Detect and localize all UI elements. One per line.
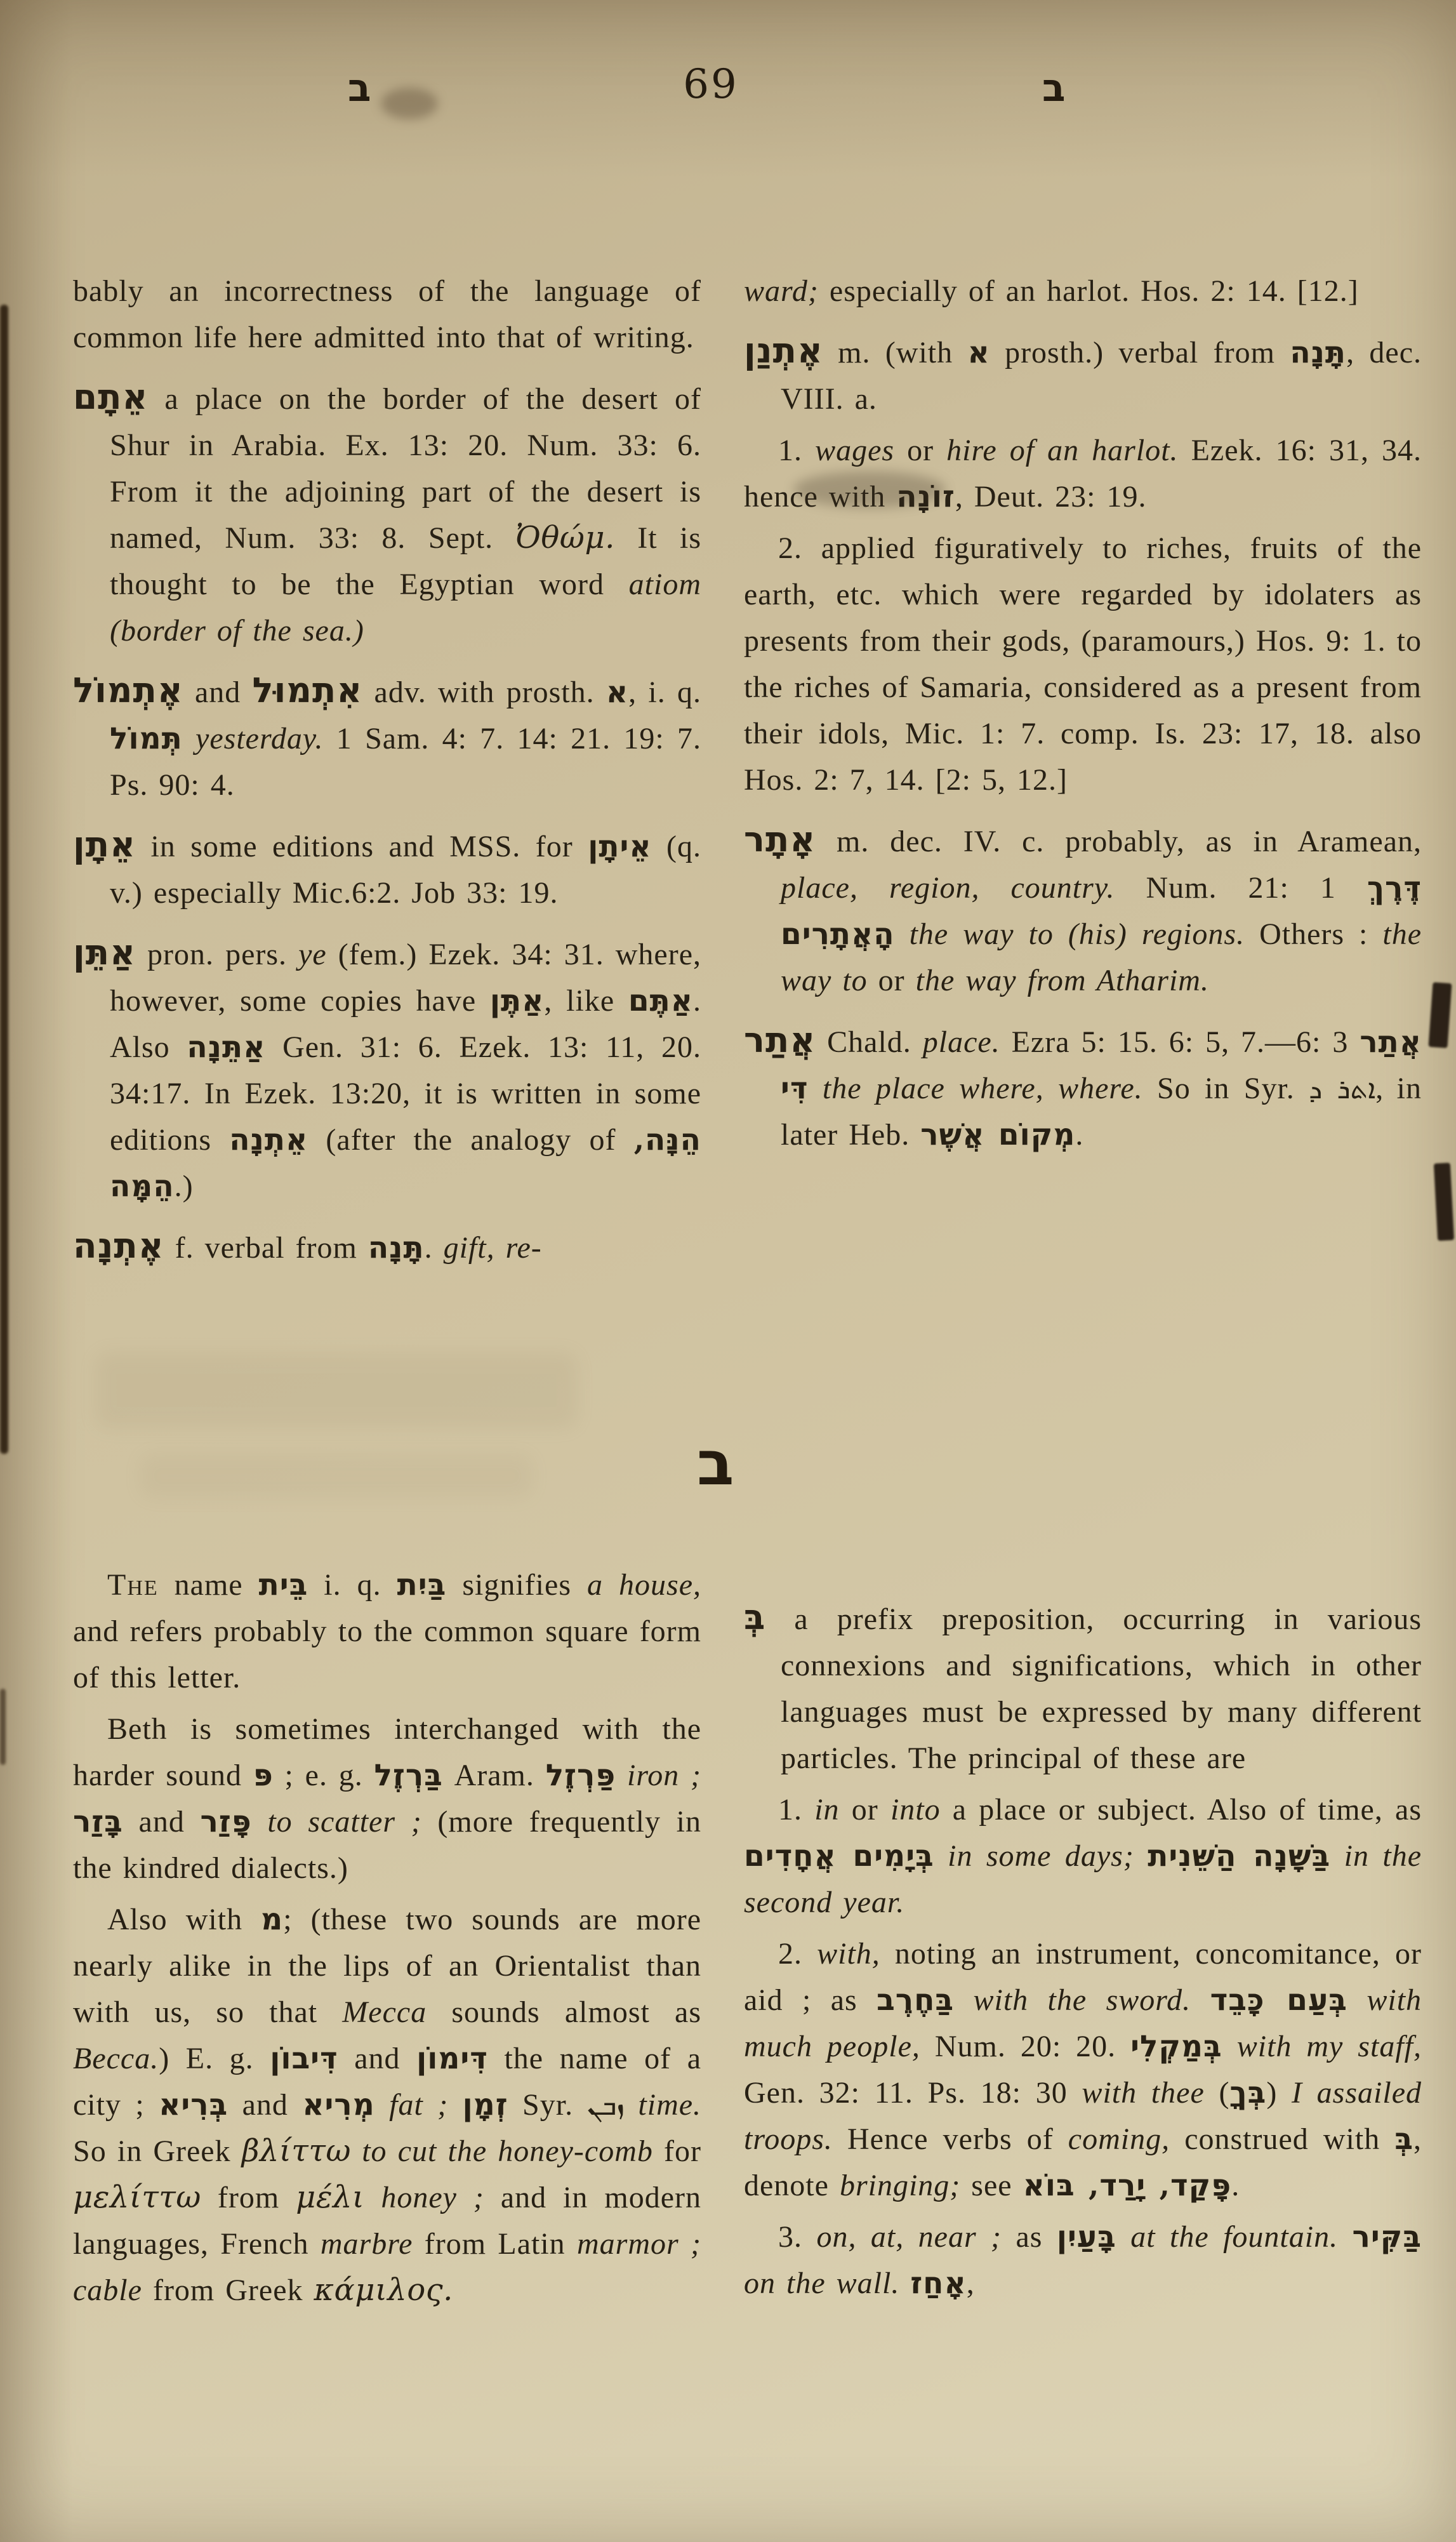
text-run: תָּנָה: [1290, 335, 1347, 370]
lexicon-entry: [73, 669, 701, 808]
text-run: תְּמוֹל: [110, 721, 183, 756]
text-run: Hence verbs of: [832, 2122, 1068, 2156]
text-run: and refers probably to the common square form of this letter.: [73, 1614, 701, 1694]
text-run: ; (these two sounds are more nearly alike in the lips of an Orientalist than with us, so that: [73, 1903, 702, 2029]
lexicon-entry: [744, 329, 1422, 422]
lexicon-entry: [744, 818, 1422, 1004]
text-run: marmor ;: [577, 2227, 701, 2261]
text-run: אָחַז: [910, 2266, 967, 2301]
text-run: construed with: [1170, 2122, 1395, 2156]
text-run: בַּקִּיר: [1352, 2219, 1422, 2254]
text-run: פָּזַר: [200, 1804, 252, 1839]
lexicon-entry: [73, 931, 701, 1209]
paragraph: [73, 268, 701, 361]
text-run: Also with: [107, 1903, 261, 1936]
text-run: Num. 21: 1: [1115, 871, 1367, 905]
text-run: א: [967, 335, 990, 370]
text-run: f. verbal from: [164, 1231, 368, 1265]
text-run: the way to (his) regions.: [909, 917, 1245, 951]
lexicon-entry: [73, 376, 701, 654]
text-run: a prefix preposition, occurring in various connexions and significations, which in other languages must be expressed by many different particles. The principal of these are: [765, 1602, 1422, 1775]
text-run: אֲתַר דִּי: [781, 1025, 1422, 1106]
lexicon-entry: [73, 1225, 701, 1271]
text-run: as: [1002, 2220, 1057, 2254]
text-run: and in modern languages, French: [73, 2181, 701, 2261]
text-run: βλίττω: [241, 2133, 352, 2169]
text-run: בְּעַם כָּבֵד: [1210, 1983, 1347, 2018]
binding-shadow-strip: [0, 305, 8, 1454]
text-run: (fem.) Ezek. 34: 31. where, however, some copies have: [110, 938, 701, 1018]
text-run: פַּרְזֶל: [545, 1758, 616, 1793]
text-run: time.: [638, 2088, 702, 2122]
text-run: on, at, near ;: [816, 2220, 1002, 2254]
text-run: or: [894, 434, 947, 467]
text-run: בְּרִיא: [159, 2087, 228, 2122]
text-run: ܐܬܪ ܕ: [1309, 1074, 1376, 1105]
text-run: m. dec. IV. c. probably, as in Aramean,: [816, 825, 1422, 858]
hebrew-headword: אֶתְנַן: [744, 330, 823, 371]
text-run: , in later Heb.: [781, 1072, 1422, 1152]
text-run: [1222, 2030, 1237, 2063]
text-run: at the fountain.: [1130, 2220, 1339, 2254]
text-run: The: [107, 1568, 159, 1602]
text-run: 3.: [778, 2220, 817, 2254]
text-run: i. q.: [308, 1568, 397, 1602]
text-run: the name of a city ;: [73, 2042, 702, 2122]
text-run: the way from Atharim.: [915, 964, 1209, 997]
text-run: .: [1231, 2169, 1240, 2202]
text-run: with my staff,: [1236, 2030, 1422, 2063]
text-run: cable: [73, 2273, 142, 2307]
text-run: 1.: [778, 434, 816, 467]
text-run: sounds almost as: [427, 1995, 702, 2029]
text-run: [616, 1759, 627, 1792]
text-run: (more frequently in the kindred dialects.): [73, 1805, 701, 1885]
text-run: a house,: [587, 1568, 701, 1602]
text-run: adv. with prosth.: [362, 675, 606, 709]
text-run: מְרִיא: [302, 2087, 375, 2122]
text-run: [1330, 1839, 1344, 1873]
text-run: and: [228, 2088, 303, 2122]
text-run: prosth.) verbal from: [989, 336, 1290, 369]
text-run: , Deut. 23: 19.: [955, 480, 1147, 514]
text-run: [954, 1983, 973, 2017]
text-run: the way to: [781, 917, 1422, 997]
text-run: in: [814, 1793, 840, 1827]
text-run: [375, 2088, 389, 2122]
lexicon-entry: [744, 1019, 1422, 1158]
paragraph: [73, 1896, 701, 2313]
text-run: Ezek. 16: 31, 34. hence with: [744, 434, 1422, 514]
text-run: a place or subject. Also of time, as: [940, 1793, 1422, 1827]
text-run: Ezra 5: 15. 6: 5, 7.—6: 3: [1000, 1025, 1360, 1059]
text-run: iron ;: [627, 1759, 702, 1792]
hebrew-headword: אֶתְמוֹל: [73, 670, 183, 710]
header-letter-right: ב: [1042, 66, 1066, 110]
text-run: honey ;: [381, 2181, 484, 2214]
text-run: אַתֶּן: [489, 983, 545, 1018]
text-run: Syr.: [508, 2088, 588, 2122]
text-run: yesterday.: [195, 722, 324, 755]
paragraph: [73, 1562, 701, 1701]
text-run: [625, 2088, 638, 2122]
text-run: , like: [544, 984, 628, 1018]
text-run: אַתֶּם: [628, 983, 694, 1018]
text-run: atiom: [628, 568, 701, 601]
text-run: μέλι: [296, 2179, 365, 2215]
text-run: ܙܒܢ: [587, 2090, 625, 2122]
text-run: זוֹנָה: [896, 479, 955, 514]
text-run: coming,: [1068, 2122, 1170, 2156]
text-run: Aram.: [442, 1759, 546, 1792]
text-run: אֵתְנָה: [229, 1122, 308, 1157]
text-run: and: [338, 2042, 417, 2075]
text-run: ward;: [744, 274, 819, 308]
text-run: see: [960, 2169, 1023, 2202]
hebrew-headword: אֲתַר: [744, 1020, 816, 1060]
text-run: It is thought to be the Egyptian word: [110, 521, 701, 601]
text-run: to scatter ;: [267, 1805, 422, 1839]
text-run: תָּנָה: [367, 1230, 425, 1265]
column-aleph-left: [73, 268, 701, 1271]
text-run: זְמָן: [462, 2087, 508, 2122]
ink-smudge-entry: [793, 471, 946, 508]
text-run: fat ;: [389, 2088, 449, 2122]
binding-shadow-strip-lower: [0, 1689, 6, 1765]
text-run: [1134, 1839, 1148, 1873]
text-run: Ὀθώμ.: [515, 520, 615, 556]
text-run: Becca.: [73, 2042, 159, 2075]
text-run: ,: [966, 2266, 975, 2300]
hebrew-headword: אַתֵּן: [73, 932, 136, 973]
text-run: 2.: [778, 1937, 817, 1971]
text-run: place, region, country.: [781, 871, 1115, 905]
text-run: in some editions and MSS. for: [136, 830, 588, 863]
hebrew-headword: אָתָר: [744, 819, 816, 860]
text-run: m. (with: [823, 336, 968, 369]
text-run: (q. v.) especially Mic.6:2. Job 33: 19.: [110, 830, 702, 910]
column-beth-right: [744, 1581, 1422, 2306]
text-run: אַתֵּנָה: [187, 1030, 266, 1065]
column-aleph-right: [744, 268, 1422, 1158]
text-run: in the second year.: [744, 1839, 1422, 1919]
header-letter-left: ב: [348, 66, 371, 110]
text-run: בָּזַר: [73, 1804, 123, 1839]
text-run: בַּרְזֶל: [374, 1758, 443, 1793]
text-run: Gen. 32: 11. Ps. 18: 30: [744, 2076, 1082, 2110]
text-run: .: [424, 1231, 444, 1265]
paragraph: [73, 1706, 701, 1891]
text-run: with much people,: [744, 1983, 1422, 2063]
text-run: Num. 20: 20.: [920, 2030, 1131, 2063]
paragraph: [744, 268, 1422, 314]
text-run: בַּשָּׁנָה הַשֵּׁנִית: [1148, 1839, 1331, 1873]
text-run: ye: [298, 938, 327, 971]
page-edge-ink-mark-1: [1428, 982, 1452, 1048]
text-run: with thee: [1082, 2076, 1205, 2110]
text-run: noting an instrument, concomitance, or aid ; as: [744, 1937, 1422, 2017]
text-run: [1191, 1983, 1210, 2017]
text-run: בְּךָ: [1229, 2075, 1267, 2110]
text-run: , i. q.: [628, 675, 701, 709]
text-run: [252, 1805, 268, 1839]
text-run: pron. pers.: [136, 938, 299, 971]
page-edge-ink-mark-2: [1434, 1162, 1454, 1241]
text-run: Others :: [1245, 917, 1383, 951]
text-run: So in Greek: [73, 2134, 242, 2168]
lexicon-entry: [73, 823, 701, 916]
hebrew-headword: אֵתָן: [73, 824, 136, 865]
text-run: wages: [815, 434, 895, 467]
text-run: especially of an harlot. Hos. 2: 14. [12.]: [818, 274, 1359, 308]
text-run: from: [201, 2181, 296, 2214]
text-run: אֵיתָן: [588, 829, 652, 864]
text-run: Gen. 31: 6. Ezek. 13: 11, 20. 34:17. In Ezek. 13:20, it is written in some editions: [110, 1030, 701, 1157]
hebrew-headword: אִתְמוּל: [252, 670, 363, 710]
text-run: with the sword.: [973, 1983, 1191, 2017]
text-run: [364, 2181, 381, 2214]
paragraph: [744, 525, 1422, 803]
text-run: the place where, where.: [822, 1072, 1143, 1105]
paragraph: [744, 1931, 1422, 2209]
text-run: פָּקַד, יָרַד, בּוֹא: [1023, 2168, 1232, 2203]
text-run: marbre: [320, 2227, 413, 2261]
hebrew-headword: בְּ: [744, 1597, 766, 1637]
text-run: דִּיבוֹן: [270, 2041, 338, 2076]
paragraph: [744, 1787, 1422, 1926]
text-run: , denote: [744, 2122, 1422, 2202]
ink-smudge-header: [381, 88, 438, 119]
text-run: gift, re-: [443, 1231, 542, 1265]
text-run: or: [867, 964, 916, 997]
text-run: with,: [817, 1937, 880, 1971]
text-run: from Greek: [142, 2273, 314, 2307]
text-run: בַּיִת: [397, 1567, 447, 1602]
section-divider-letter: ב: [697, 1427, 734, 1499]
text-run: hire of an harlot.: [946, 434, 1179, 467]
text-run: [351, 2134, 362, 2168]
text-run: place.: [922, 1025, 1000, 1059]
text-run: (: [1204, 2076, 1230, 2110]
text-run: to cut the honey-comb: [362, 2134, 653, 2168]
text-run: and: [122, 1805, 201, 1839]
text-run: (after the analogy of: [308, 1123, 634, 1157]
text-run: [934, 1839, 948, 1873]
text-run: בַּחֶרֶב: [877, 1983, 955, 2018]
text-run: signifies: [446, 1568, 587, 1602]
text-run: בְּמַקְלִי: [1130, 2029, 1222, 2064]
text-run: [809, 1072, 823, 1105]
text-run: bringing;: [839, 2169, 961, 2202]
show-through-patch-2: [140, 1454, 533, 1498]
text-run: into: [890, 1793, 941, 1827]
text-run: [899, 2266, 910, 2300]
text-run: בְּיָמִים אֲחָדִים: [744, 1839, 934, 1873]
text-run: בֵּית: [258, 1567, 308, 1602]
text-run: name: [158, 1568, 259, 1602]
text-run: Mecca: [342, 1995, 427, 2029]
text-run: א: [606, 675, 629, 710]
text-run: (border of the sea.): [110, 614, 364, 648]
text-run: ): [1266, 2076, 1292, 2110]
text-run: פּ: [253, 1758, 274, 1793]
text-run: ) E. g.: [159, 2042, 270, 2075]
text-run: Beth is sometimes interchanged with the harder sound: [73, 1712, 701, 1792]
text-run: [1116, 2220, 1130, 2254]
text-run: 1 Sam. 4: 7. 14: 21. 19: 7. Ps. 90: 4.: [110, 722, 702, 802]
text-run: Chald.: [816, 1025, 923, 1059]
text-run: [895, 917, 910, 951]
text-run: ; e. g.: [273, 1759, 374, 1792]
text-run: .: [1075, 1118, 1084, 1152]
text-run: for: [652, 2134, 702, 2168]
page-number: 69: [683, 61, 739, 108]
text-run: So in Syr.: [1142, 1072, 1309, 1105]
paragraph: [744, 2214, 1422, 2306]
text-run: מ: [261, 1902, 284, 1937]
text-run: a place on the border of the desert of Shur in Arabia. Ex. 13: 20. Num. 33: 6. From it the adjoining part of the desert is named, Num. 33: 8. Sept.: [110, 382, 701, 555]
text-run: from Latin: [413, 2227, 577, 2261]
text-run: bably an incorrectness of the language of common life here admitted into that of writing.: [73, 274, 701, 354]
text-run: or: [839, 1793, 890, 1827]
text-run: in some days;: [948, 1839, 1134, 1873]
text-run: μελίττω: [73, 2179, 201, 2215]
text-run: [448, 2088, 462, 2122]
text-run: κάμιλος.: [314, 2272, 453, 2308]
text-run: [1347, 1983, 1367, 2017]
text-run: , dec. VIII. a.: [781, 336, 1422, 416]
text-run: מְקוֹם אֲשֶׁר: [920, 1117, 1076, 1152]
text-run: on the wall.: [744, 2266, 900, 2300]
text-run: דִּימוֹן: [416, 2041, 488, 2076]
text-run: [183, 722, 195, 755]
column-beth-left: [73, 1557, 701, 2313]
text-run: דֶּרֶךְ הָאֲתָרִים: [781, 870, 1422, 952]
hebrew-headword: אֶתְנָה: [73, 1225, 164, 1266]
text-run: בְּ: [1394, 2122, 1413, 2157]
lexicon-entry: [744, 1596, 1422, 1781]
text-run: .): [174, 1169, 194, 1203]
text-run: [1338, 2220, 1352, 2254]
hebrew-headword: אֵתָם: [73, 376, 149, 417]
text-run: הֵנָּה, הֵמָּה: [110, 1122, 701, 1204]
text-run: 1.: [778, 1793, 815, 1827]
show-through-patch-1: [95, 1352, 578, 1428]
text-run: . Also: [110, 984, 702, 1064]
text-run: בָּעַיִן: [1056, 2219, 1116, 2254]
text-run: and: [183, 675, 253, 709]
text-run: I assailed troops.: [744, 2076, 1422, 2156]
text-run: 2. applied figuratively to riches, fruits of the earth, etc. which were regarded by idolaters as presents from their gods, (paramours,) Hos. 9: 1. to the riches of Samaria, considered as a present from their idols, Mic. 1: 7. comp. Is. 23: 17, 18. also Hos. 2: 7, 14. [2: 5, 12.]: [744, 531, 1422, 797]
